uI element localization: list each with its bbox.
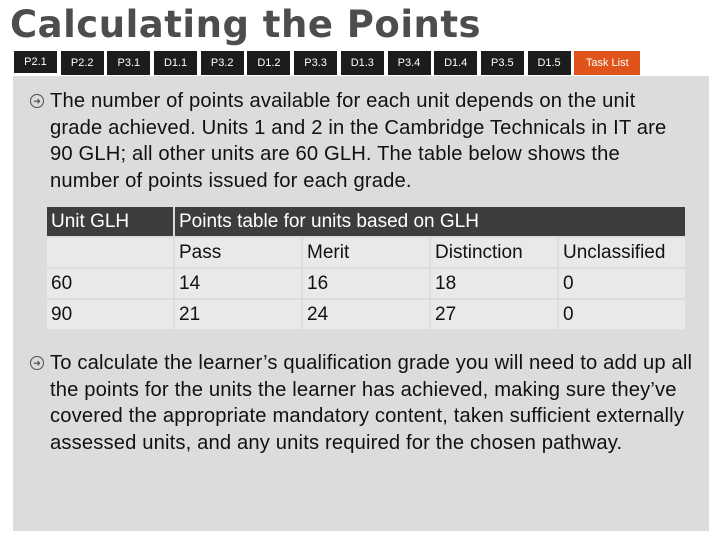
- tab-p3-3[interactable]: P3.3: [294, 51, 337, 75]
- unit-tab-bar: [14, 51, 640, 75]
- empty-cell: [47, 238, 173, 267]
- tab-p3-4[interactable]: P3.4: [388, 51, 431, 75]
- table-row: [47, 300, 685, 329]
- tab-p2-1[interactable]: P2.1: [14, 51, 57, 75]
- tab-p2-2[interactable]: P2.2: [61, 51, 104, 75]
- grade-merit: Merit: [303, 238, 429, 267]
- header-points-table: Points table for units based on GLH: [175, 207, 685, 236]
- tab-d1-3[interactable]: D1.3: [341, 51, 384, 75]
- tab-task-list[interactable]: Task List: [574, 51, 640, 75]
- table-row: [47, 269, 685, 298]
- table-cell: 21: [175, 300, 301, 329]
- table-grade-row: [47, 238, 685, 267]
- table-cell: 24: [303, 300, 429, 329]
- circle-arrow-icon: ➜: [30, 94, 44, 108]
- points-table: [45, 205, 687, 331]
- tab-d1-2[interactable]: D1.2: [247, 51, 290, 75]
- row-glh: 90: [47, 300, 173, 329]
- grade-pass: Pass: [175, 238, 301, 267]
- table-cell: 16: [303, 269, 429, 298]
- table-header-row: [47, 207, 685, 236]
- table-cell: 14: [175, 269, 301, 298]
- header-unit-glh: Unit GLH: [47, 207, 173, 236]
- grade-unclassified: Unclassified: [559, 238, 685, 267]
- intro-paragraph: The number of points available for each unit depends on the unit grade achieved. Units 1 and 2 in the Cambridge Technicals in IT are 90 GLH; all other units are 60 GLH. The table below shows the number of points issued for each grade.: [50, 90, 667, 192]
- row-glh: 60: [47, 269, 173, 298]
- table-cell: 27: [431, 300, 557, 329]
- tab-p3-5[interactable]: P3.5: [481, 51, 524, 75]
- tab-p3-2[interactable]: P3.2: [201, 51, 244, 75]
- table-cell: 18: [431, 269, 557, 298]
- tab-p3-1[interactable]: P3.1: [107, 51, 150, 75]
- tab-d1-5[interactable]: D1.5: [528, 51, 571, 75]
- table-cell: 0: [559, 300, 685, 329]
- circle-arrow-icon: ➜: [30, 356, 44, 370]
- tab-d1-4[interactable]: D1.4: [434, 51, 477, 75]
- tab-d1-1[interactable]: D1.1: [154, 51, 197, 75]
- table-cell: 0: [559, 269, 685, 298]
- page-title: Calculating the Points: [10, 3, 482, 46]
- grade-distinction: Distinction: [431, 238, 557, 267]
- closing-paragraph: To calculate the learner’s qualification grade you will need to add up all the points for the units the learner has achieved, making sure they’ve covered the appropriate mandatory content, taken sufficient externally assessed units, and any units required for the chosen pathway.: [50, 352, 693, 454]
